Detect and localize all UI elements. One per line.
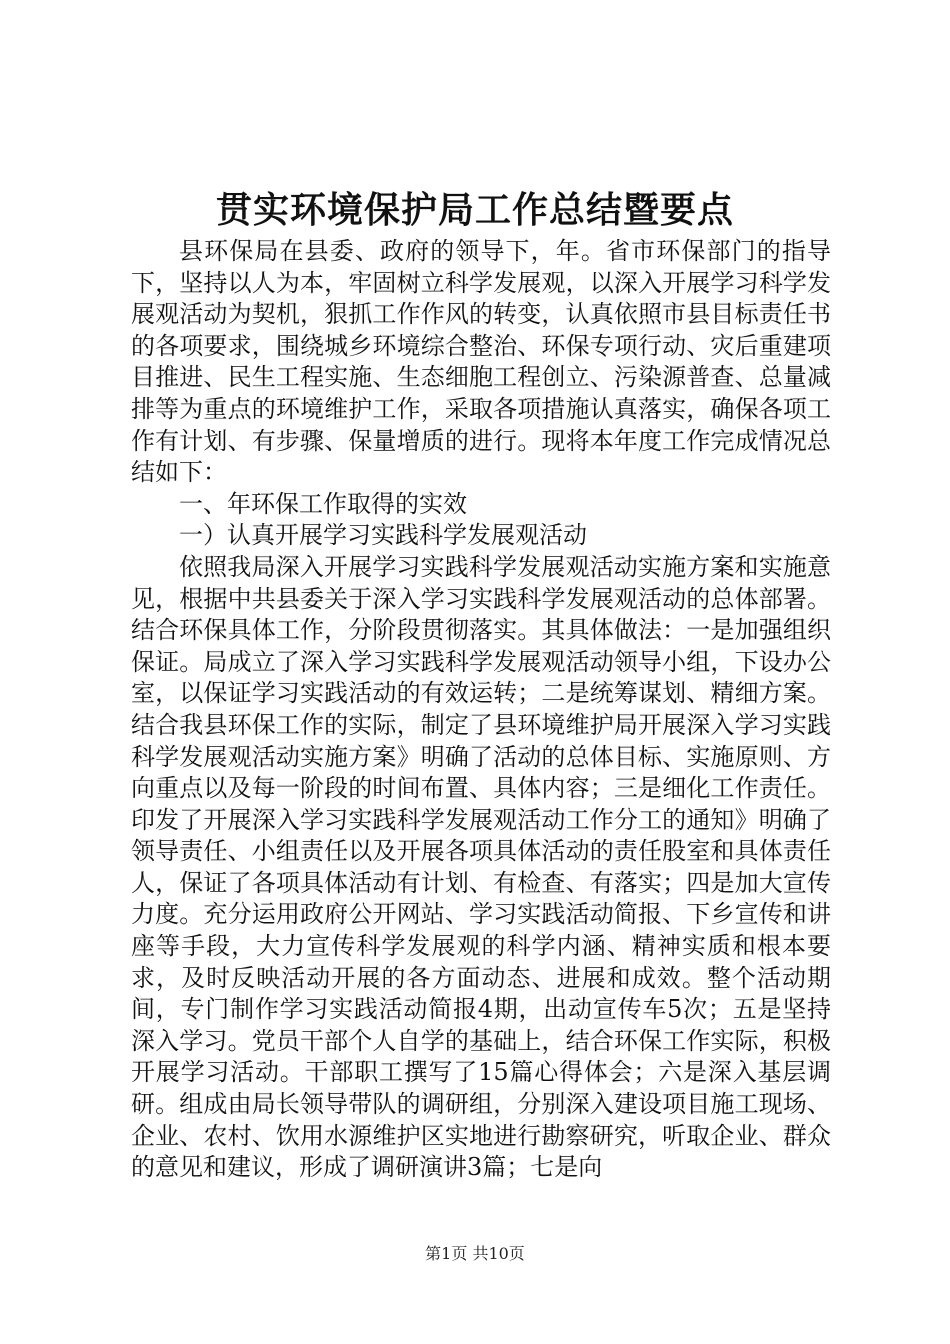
document-title: 贯实环境保护局工作总结暨要点 [215,189,734,231]
subsection-heading: 一）认真开展学习实践科学发展观活动 [179,521,587,550]
section-heading: 一、年环保工作取得的实效 [179,489,467,518]
intro-paragraph: 县环保局在县委、政府的领导下，年。省市环保部门的指导下，坚持以人为本，牢固树立科学发展观，以深入开展学习科学发展观活动为契机，狠抓工作作风的转变，认真依照市县目标责任书的各项要求，围绕城乡环境综合整治、环保专项行动、灾后重建项目推进、民生工程实施、生态细胞工程创立、污染源普查、总量减排等为重点的环境维护工作，采取各项措施认真落实，确保各项工作有计划、有步骤、保量增质的进行。现将本年度工作完成情况总结如下： [131,237,831,487]
body-paragraph: 依照我局深入开展学习实践科学发展观活动实施方案和实施意见，根据中共县委关于深入学习实践科学发展观活动的总体部署。结合环保具体工作，分阶段贯彻落实。其具体做法：一是加强组织保证。局成立了深入学习实践科学发展观活动领导小组，下设办公室，以保证学习实践活动的有效运转；二是统筹谋划、精细方案。结合我县环保工作的实际，制定了县环境维护局开展深入学习实践科学发展观活动实施方案》明确了活动的总体目标、实施原则、方向重点以及每一阶段的时间布置、具体内容；三是细化工作责任。印发了开展深入学习实践科学发展观活动工作分工的通知》明确了领导责任、小组责任以及开展各项具体活动的责任股室和具体责任人，保证了各项具体活动有计划、有检查、有落实；四是加大宣传力度。充分运用政府公开网站、学习实践活动简报、下乡宣传和讲座等手段，大力宣传科学发展观的科学内涵、精神实质和根本要求，及时反映活动开展的各方面动态、进展和成效。整个活动期间，专门制作学习实践活动简报4期，出动宣传车5次；五是坚持深入学习。党员干部个人自学的基础上，结合环保工作实际，积极开展学习活动。干部职工撰写了15篇心得体会；六是深入基层调研。组成由局长领导带队的调研组，分别深入建设项目施工现场、企业、农村、饮用水源维护区实地进行勘察研究，听取企业、群众的意见和建议，形成了调研演讲3篇；七是向 [131,552,831,1182]
document-body [131,236,831,1184]
page-number-footer: 第1页 共10页 [425,1244,525,1263]
